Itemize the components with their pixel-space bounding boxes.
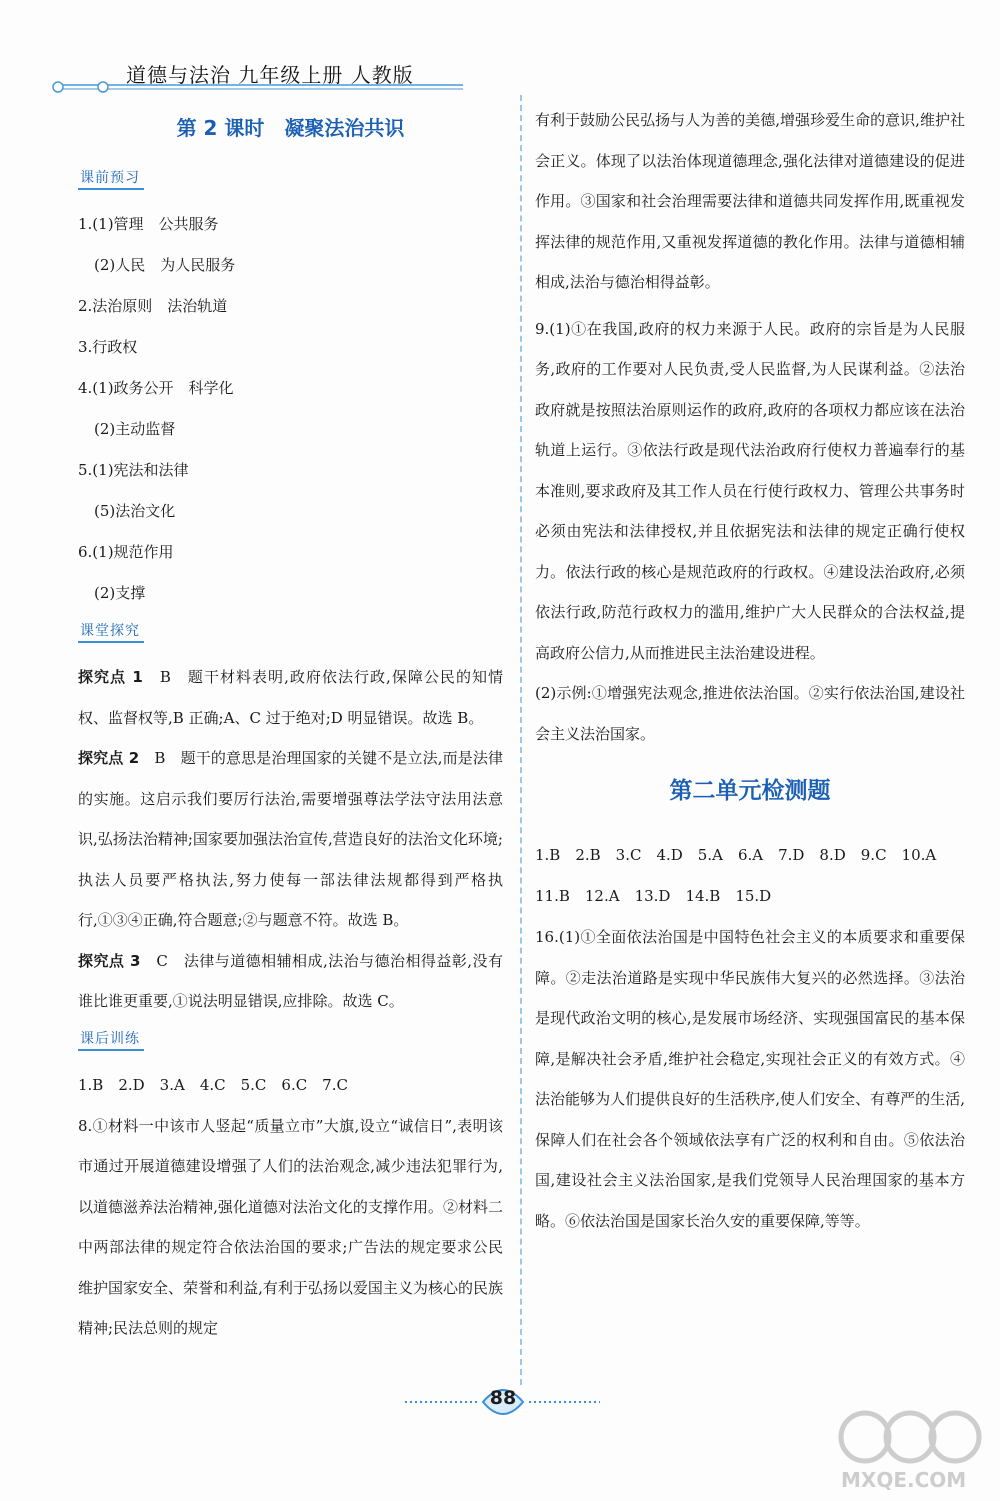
list-item: 1.(1)管理 公共服务 bbox=[78, 215, 219, 233]
section-heading-explore: 课堂探究 bbox=[78, 620, 144, 643]
explore-item-3 bbox=[78, 941, 503, 1022]
left-column bbox=[78, 112, 503, 1349]
explore-text: B 题干材料表明,政府依法行政,保障公民的知情权、监督权等,B 正确;A、C 过于绝对;D 明显错误。故选 B。 bbox=[78, 668, 503, 727]
list-item: 4.(1)政务公开 科学化 bbox=[78, 379, 234, 397]
right-column bbox=[535, 100, 965, 1241]
question-8-part-b: 有利于鼓励公民弘扬与人为善的美德,增强珍爱生命的意识,维护社会正义。体现了以法治体现道德理念,强化法律对道德建设的促进作用。③国家和社会治理需要法律和道德共同发挥作用,既重视发挥法律的规范作用,又重视发挥道德的教化作用。法律与道德相辅相成,法治与德治相得益彰。 bbox=[535, 111, 965, 291]
explore-label: 探究点 1 bbox=[78, 668, 143, 686]
list-item: (2)人民 为人民服务 bbox=[94, 256, 236, 274]
list-item: 6.(1)规范作用 bbox=[78, 543, 174, 561]
explore-item-1 bbox=[78, 657, 503, 738]
explore-text: C 法律与道德相辅相成,法治与德治相得益彰,没有谁比谁更重要,①说法明显错误,应排除。故选 C。 bbox=[78, 951, 503, 1010]
list-item: 3.行政权 bbox=[78, 338, 138, 356]
preview-list bbox=[78, 204, 503, 614]
unit-test-title: 第二单元检测题 bbox=[669, 778, 831, 804]
watermark-text: MXQE.COM bbox=[841, 1468, 967, 1492]
explore-item-2 bbox=[78, 738, 503, 941]
question-9-part-2: (2)示例:①增强宪法观念,推进依法治国。②实行依法治国,建设社会主义法治国家。 bbox=[535, 684, 965, 743]
list-item: 2.法治原则 法治轨道 bbox=[78, 297, 228, 315]
question-9-part-1: 9.(1)①在我国,政府的权力来源于人民。政府的宗旨是为人民服务,政府的工作要对人民负责,受人民监督,为人民谋利益。②法治政府就是按照法治原则运作的政府,政府的各项权力都应该在法治轨道上运行。③依法行政是现代法治政府行使权力普遍奉行的基本准则,要求政府及其工作人员在行使行政权力、管理公共事务时必须由宪法和法律授权,并且依据宪法和法律的规定正确行使权力。依法行政的核心是规范政府的行政权。④建设法治政府,必须依法行政,防范行政权力的滥用,维护广大人民群众的合法权益,提高政府公信力,从而推进民主法治建设进程。 bbox=[535, 319, 965, 662]
explore-label: 探究点 2 bbox=[78, 749, 140, 767]
explore-label: 探究点 3 bbox=[78, 951, 141, 970]
list-item: (5)法治文化 bbox=[94, 502, 176, 520]
list-item: (2)支撑 bbox=[94, 584, 146, 602]
lesson-title: 第 2 课时 凝聚法治共识 bbox=[176, 116, 405, 140]
question-16: 16.(1)①全面依法治国是中国特色社会主义的本质要求和重要保障。②走法治道路是实现中华民族伟大复兴的必然选择。③法治是现代政治文明的核心,是发展市场经济、实现强国富民的基本保障,是解决社会矛盾,维护社会稳定,实现社会正义的有效方式。④法治能够为人们提供良好的生活秩序,使人们安全、有尊严的生活,保障人们在社会各个领域依法享有广泛的权利和自由。⑤依法治国,建设社会主义法治国家,是我们党领导人民治理国家的基本方略。⑥依法治国是国家长治久安的重要保障,等等。 bbox=[535, 928, 965, 1230]
unit-answers-line-1: 1.B 2.B 3.C 4.D 5.A 6.A 7.D 8.D 9.C 10.A bbox=[535, 846, 937, 864]
unit-answers-line-2: 11.B 12.A 13.D 14.B 15.D bbox=[535, 887, 772, 905]
section-heading-preview: 课前预习 bbox=[78, 167, 144, 190]
watermark-graphic bbox=[835, 1405, 985, 1495]
header-title: 道德与法治 九年级上册 人教版 bbox=[126, 63, 414, 87]
running-header bbox=[48, 55, 468, 105]
page-number: 88 bbox=[489, 1387, 517, 1409]
explore-text: B 题干的意思是治理国家的关键不是立法,而是法律的实施。这启示我们要厉行法治,需要增强尊法学法守法用法意识,弘扬法治精神;国家要加强法治宣传,营造良好的法治文化环境;执法人员要严格执法,努力使每一部法律法规都得到严格执行,①③④正确,符合题意;②与题意不符。故选 B。 bbox=[78, 749, 503, 929]
list-item: 5.(1)宪法和法律 bbox=[78, 461, 189, 479]
section-heading-after-class: 课后训练 bbox=[78, 1028, 144, 1051]
choice-answers: 1.B 2.D 3.A 4.C 5.C 6.C 7.C bbox=[78, 1075, 348, 1094]
column-divider bbox=[520, 95, 522, 1385]
page-number-badge bbox=[405, 1380, 600, 1424]
watermark-logo bbox=[835, 1405, 985, 1495]
list-item: (2)主动监督 bbox=[94, 420, 176, 438]
question-8-part-a: 8.①材料一中该市人竖起“质量立市”大旗,设立“诚信日”,表明该市通过开展道德建设增强了人们的法治观念,减少违法犯罪行为,以道德滋养法治精神,强化道德对法治文化的支撑作用。②材料二中两部法律的规定符合依法治国的要求;广告法的规定要求公民维护国家安全、荣誉和利益,有利于弘扬以爱国主义为核心的民族精神;民法总则的规定 bbox=[78, 1116, 503, 1337]
